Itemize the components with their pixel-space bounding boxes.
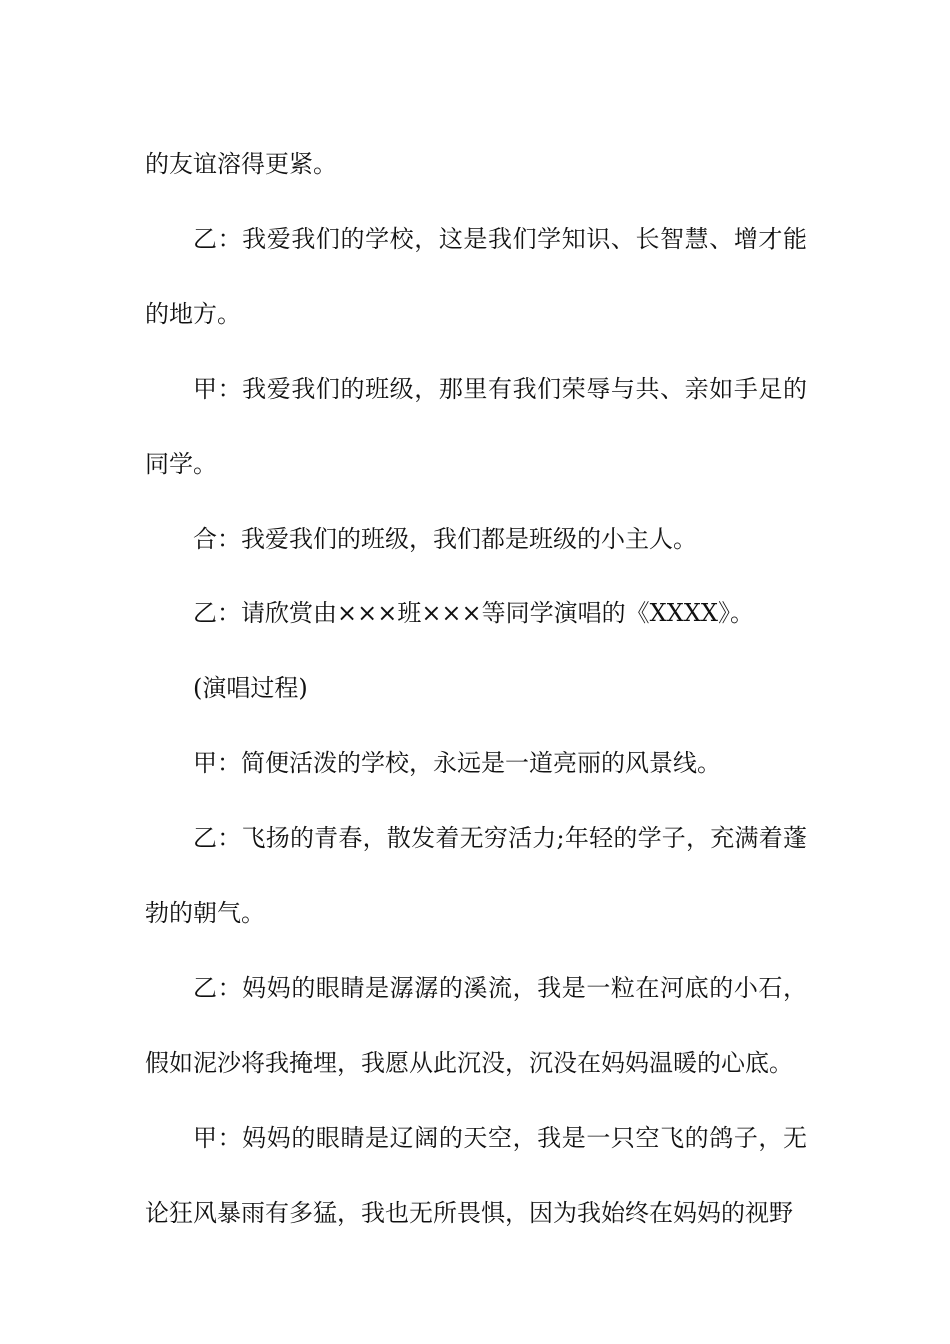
- paragraph-8: 乙：飞扬的青春，散发着无穷活力;年轻的学子，充满着蓬勃的朝气。: [145, 824, 807, 928]
- paragraph-7: 甲：简便活泼的学校，永远是一道亮丽的风景线。: [193, 749, 721, 778]
- document-body: [145, 127, 807, 1251]
- paragraph-6: (演唱过程): [193, 674, 308, 703]
- paragraph-4: 合：我爱我们的班级，我们都是班级的小主人。: [193, 524, 697, 553]
- paragraph-10: 甲：妈妈的眼睛是辽阔的天空，我是一只空飞的鸽子，无论狂风暴雨有多猛，我也无所畏惧，因为我始终在妈妈的视野: [145, 1123, 807, 1227]
- paragraph-1: 的友谊溶得更紧。: [145, 150, 337, 178]
- paragraph-9: 乙：妈妈的眼睛是潺潺的溪流，我是一粒在河底的小石，假如泥沙将我掩埋，我愿从此沉没，沉没在妈妈温暖的心底。: [145, 973, 807, 1077]
- paragraph-2: 乙：我爱我们的学校，这是我们学知识、长智慧、增才能的地方。: [145, 224, 807, 328]
- paragraph-3: 甲：我爱我们的班级，那里有我们荣辱与共、亲如手足的同学。: [145, 374, 807, 478]
- paragraph-5: 乙：请欣赏由×××班×××等同学演唱的《XXXX》。: [193, 599, 754, 628]
